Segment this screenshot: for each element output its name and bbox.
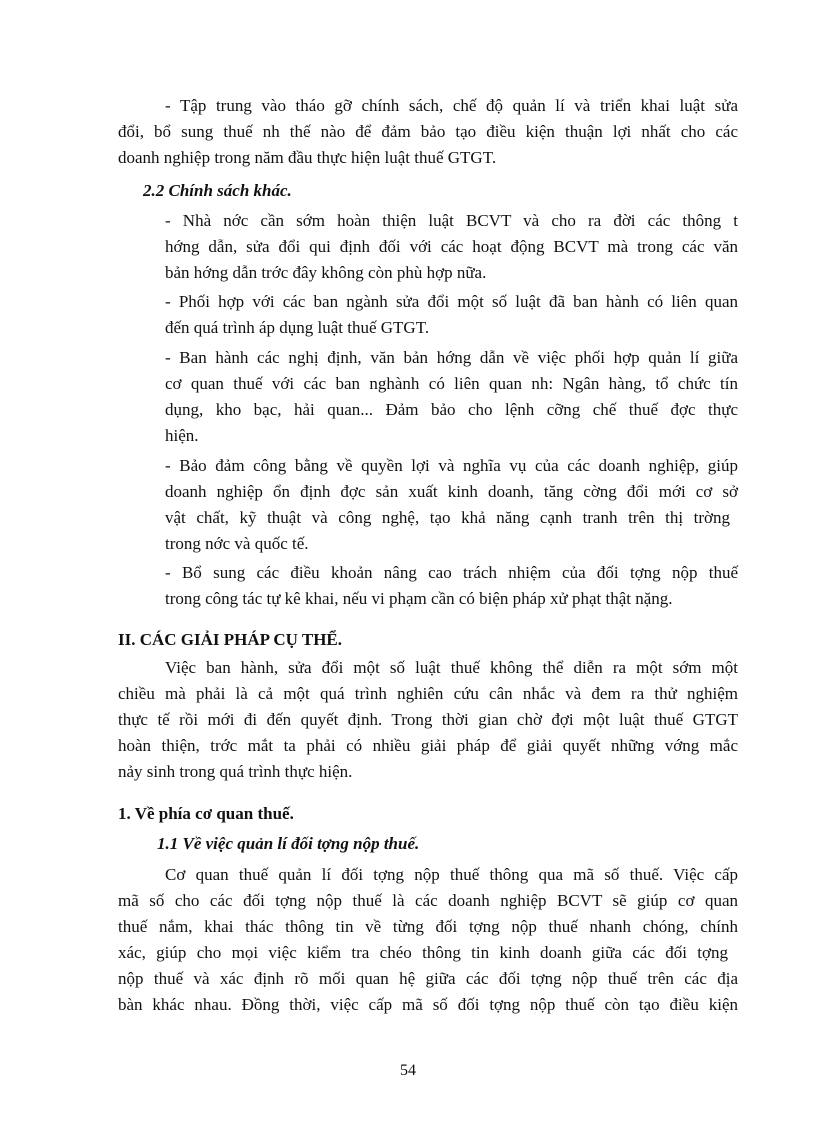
para-1-1-line-1: Cơ quan thuế quản lí đối tợng nộp thuế thông qua mã số thuế. Việc cấp bbox=[165, 865, 738, 884]
para-1-1-line-4: xác, giúp cho mọi việc kiểm tra chéo thông tin kinh doanh giữa các đối tợng bbox=[118, 943, 728, 962]
para-1-1-line-6: bàn khác nhau. Đồng thời, việc cấp mã số đối tợng nộp thuế còn tạo điều kiện bbox=[118, 995, 738, 1014]
bullet-3-line-3: dụng, kho bạc, hải quan... Đảm bảo cho lệnh cỡng chế thuế đợc thực bbox=[165, 400, 738, 419]
heading-1: 1. Về phía cơ quan thuế. bbox=[118, 804, 294, 823]
para-II-line-5: nảy sinh trong quá trình thực hiện. bbox=[118, 762, 353, 781]
bullet-2-line-1: - Phối hợp với các ban ngành sửa đổi một số luật đã ban hành có liên quan bbox=[165, 292, 738, 311]
para-II-line-1: Việc ban hành, sửa đổi một số luật thuế không thể diễn ra một sớm một bbox=[165, 658, 738, 677]
para-II-line-2: chiều mà phải là cả một quá trình nghiên cứu cân nhắc và đem ra thử nghiệm bbox=[118, 684, 738, 703]
bullet-5-line-2: trong công tác tự kê khai, nếu vi phạm cần có biện pháp xử phạt thật nặng. bbox=[165, 589, 673, 608]
para-1-1-line-5: nộp thuế và xác định rõ mối quan hệ giữa các đối tợng nộp thuế trên các địa bbox=[118, 969, 738, 988]
para1-line-1: - Tập trung vào tháo gỡ chính sách, chế độ quản lí và triển khai luật sửa bbox=[165, 96, 738, 115]
bullet-1-line-3: bản hớng dẫn trớc đây không còn phù hợp nữa. bbox=[165, 263, 487, 282]
bullet-1-line-1: - Nhà nớc cần sớm hoàn thiện luật BCVT và cho ra đời các thông t bbox=[165, 211, 738, 230]
bullet-3-line-4: hiện. bbox=[165, 426, 199, 445]
bullet-1-line-2: hớng dẫn, sửa đổi qui định đối với các hoạt động BCVT mà trong các văn bbox=[165, 237, 738, 256]
para-II-line-3: thực tế rồi mới đi đến quyết định. Trong thời gian chờ đợi một luật thuế GTGT bbox=[118, 710, 738, 729]
page-number: 54 bbox=[400, 1062, 416, 1079]
bullet-3-line-1: - Ban hành các nghị định, văn bản hớng dẫn về việc phối hợp quản lí giữa bbox=[165, 348, 738, 367]
para-1-1-line-2: mã số cho các đối tợng nộp thuế là các doanh nghiệp BCVT sẽ giúp cơ quan bbox=[118, 891, 738, 910]
bullet-2-line-2: đến quá trình áp dụng luật thuế GTGT. bbox=[165, 318, 430, 337]
heading-2-2: 2.2 Chính sách khác. bbox=[143, 181, 292, 200]
bullet-4-line-4: trong nớc và quốc tế. bbox=[165, 534, 309, 553]
bullet-5-line-1: - Bổ sung các điều khoản nâng cao trách nhiệm của đối tợng nộp thuế bbox=[165, 563, 738, 582]
bullet-4-line-1: - Bảo đảm công bằng về quyền lợi và nghĩa vụ của các doanh nghiệp, giúp bbox=[165, 456, 738, 475]
para1-line-2: đổi, bổ sung thuế nh thế nào để đảm bảo tạo điều kiện thuận lợi nhất cho các bbox=[118, 122, 738, 141]
bullet-4-line-2: doanh nghiệp ổn định đợc sản xuất kinh doanh, tăng cờng đổi mới cơ sở bbox=[165, 482, 738, 501]
para-1-1-line-3: thuế nắm, khai thác thông tin về từng đối tợng nộp thuế nhanh chóng, chính bbox=[118, 917, 738, 936]
heading-1-1: 1.1 Về việc quản lí đối tợng nộp thuế. bbox=[157, 834, 420, 853]
heading-II: II. CÁC GIẢI PHÁP CỤ THỂ. bbox=[118, 630, 343, 649]
para1-line-3: doanh nghiệp trong năm đầu thực hiện luật thuế GTGT. bbox=[118, 148, 497, 167]
bullet-4-line-3: vật chất, kỹ thuật và công nghệ, tạo khả năng cạnh tranh trên thị trờng bbox=[165, 508, 730, 527]
para-II-line-4: hoàn thiện, trớc mắt ta phải có nhiều giải pháp để giải quyết những vớng mắc bbox=[118, 736, 738, 755]
bullet-3-line-2: cơ quan thuế với các ban nghành có liên quan nh: Ngân hàng, tổ chức tín bbox=[165, 374, 738, 393]
